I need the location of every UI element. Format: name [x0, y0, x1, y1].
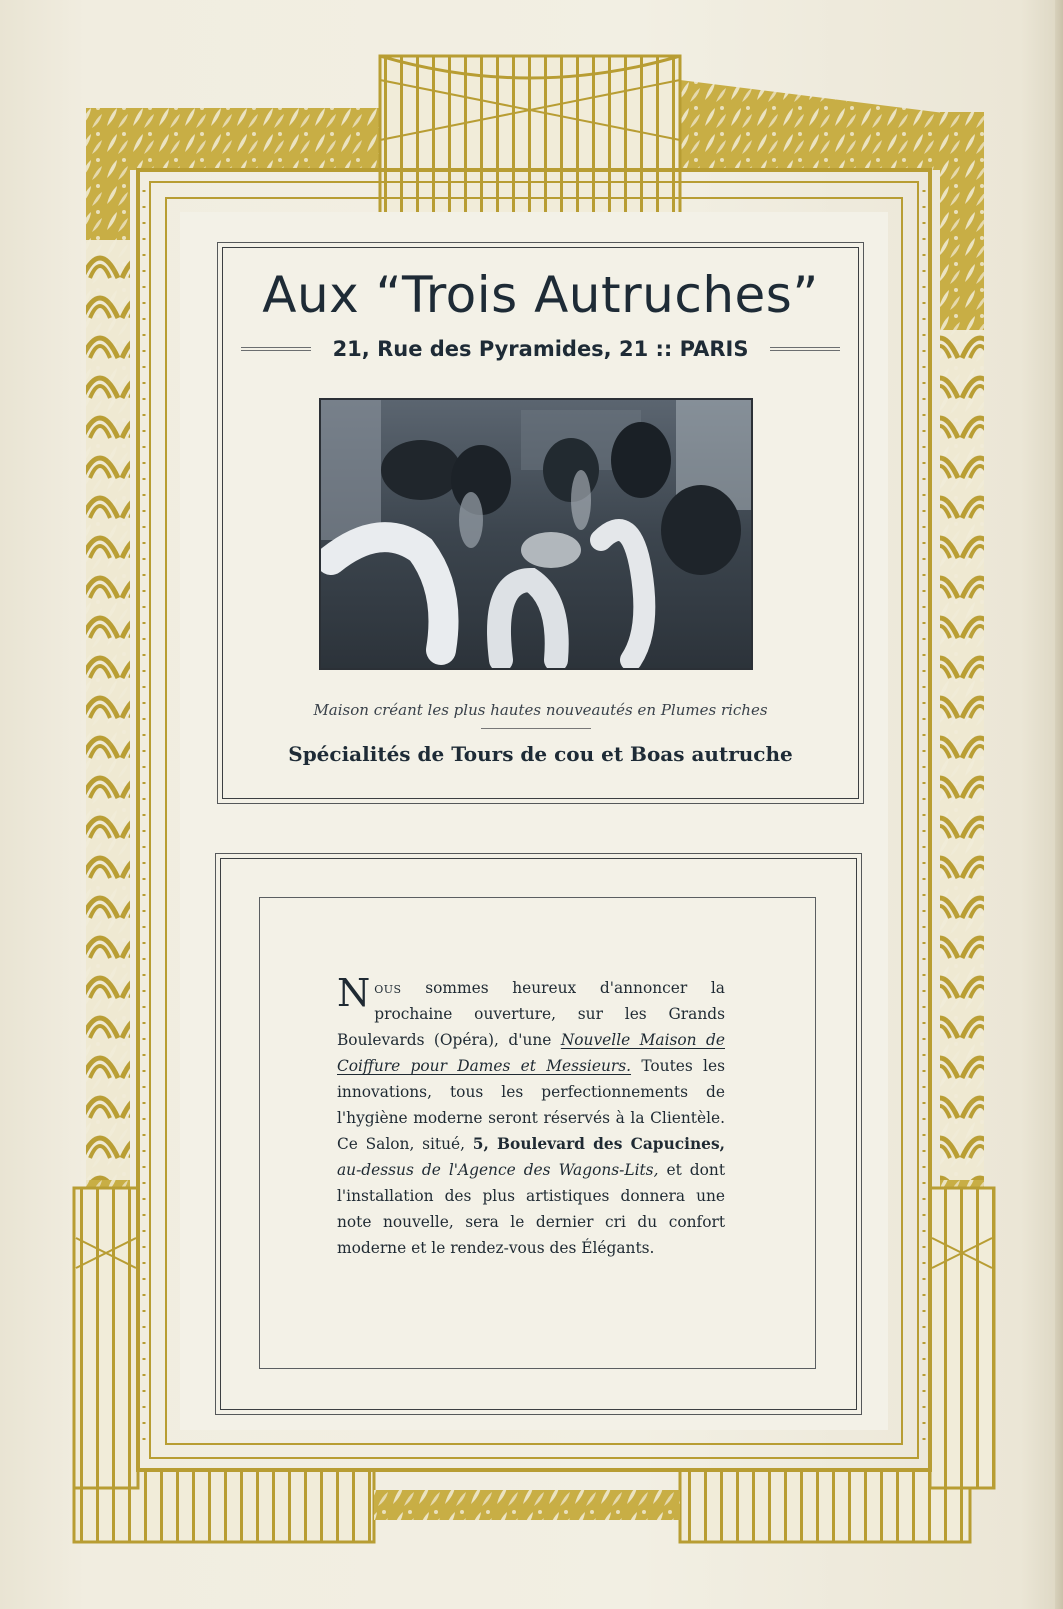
- text-part: et dont l'installation des plus artistiques donnera une note nouvelle, sera le dernier cri du confort moderne et le rendez-vous des Élégants.: [337, 1161, 726, 1257]
- shop-tagline: Maison créant les plus hautes nouveautés en Plumes riches: [313, 701, 768, 719]
- shop-specialty: Spécialités de Tours de cou et Boas autruche: [288, 742, 793, 766]
- announcement-panel: [220, 858, 857, 1410]
- salon-name: Nouvelle Maison de Coiffure pour Dames et Messieurs.: [337, 1031, 725, 1075]
- shop-photo: [319, 398, 753, 670]
- address-row: [241, 334, 840, 364]
- divider: [770, 347, 840, 351]
- divider: [241, 347, 311, 351]
- salon-address: 5, Boulevard des Capucines,: [472, 1135, 725, 1153]
- text-part: Toutes les innovations, tous les perfectionnements de l'hygiène moderne seront réservés à la Clientèle. Ce Salon, situé,: [337, 1057, 725, 1153]
- divider: [481, 728, 591, 729]
- location-note: au-dessus de l'Agence des Wagons-Lits,: [337, 1161, 659, 1179]
- advert-panel: [222, 247, 859, 799]
- dropcap: N: [337, 971, 371, 1015]
- shop-address: 21, Rue des Pyramides, 21 :: PARIS: [332, 337, 749, 361]
- text-part: sommes heureux d'annoncer la prochaine ouverture, sur les Grands Boulevards (Opéra), d'une: [337, 979, 725, 1049]
- smallcaps-word: ous: [374, 979, 402, 997]
- shop-title: Aux “Trois Autruches”: [262, 266, 819, 324]
- announcement-text: [337, 971, 726, 1261]
- feather-shop-photo-icon: [321, 400, 751, 668]
